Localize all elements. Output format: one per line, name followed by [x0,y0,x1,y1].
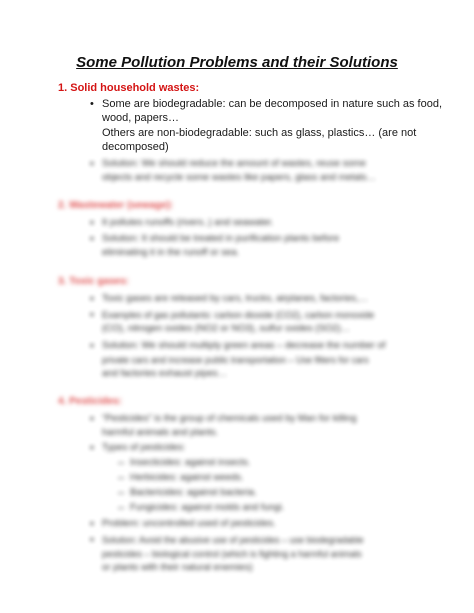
section-2-line-3: eliminating it in the runoff or sea. [102,247,240,258]
bullet-icon: • [90,518,94,530]
section-4-line-9: Solution: Avoid the abusive use of pesticides – use biodegradable [102,535,364,545]
section-1-line-1: Some are biodegradable: can be decomposed in nature such as food, [102,98,443,110]
section-4-line-4: Insecticides: against insects. [130,457,251,468]
bullet-icon: • [90,158,94,170]
section-1-line-6: objects and recycle some wastes like papers, glass and metals… [102,172,377,183]
section-4-line-10: pesticides – biological control (which is fighting a harmful animals [102,549,362,559]
section-4-line-1: “Pesticides” is the group of chemicals used by Man for killing [102,413,357,424]
document-title: Some Pollution Problems and their Solutions [76,54,398,71]
section-4-line-3: Types of pesticides: [102,442,186,453]
section-3-line-2: Examples of gas pollutants: carbon dioxide (CO2), carbon monoxide [102,310,375,320]
section-1-line-5: Solution: We should reduce the amount of wastes, reuse some [102,158,366,169]
bullet-icon: • [90,309,94,321]
section-3-line-1: Toxic gases are released by cars, trucks, airplanes, factories,… [102,293,369,304]
section-4-line-6: Bactericides: against bacteria. [130,487,257,498]
section-2-line-2: Solution: It should be treated in purification plants before [102,233,340,244]
bullet-icon: • [90,233,94,245]
section-4-heading: 4. Pesticides: [58,396,122,407]
dash-icon: – [118,502,125,514]
bullet-icon: • [90,217,94,229]
section-1-line-3: Others are non-biodegradable: such as glass, plastics… (are not [102,127,417,139]
section-1-line-4: decomposed) [102,141,169,153]
bullet-icon: • [90,534,94,546]
dash-icon: – [118,472,125,484]
bullet-icon: • [90,413,94,425]
section-3-line-3: (CO), nitrogen oxides (NO2 or NO3), sulfur oxides (SO2)… [102,323,351,334]
section-1-heading: 1. Solid household wastes: [58,82,200,94]
bullet-icon: • [90,293,94,305]
dash-icon: – [118,487,125,499]
section-4-line-8: Problem: uncontrolled used of pesticides. [102,518,276,529]
bullet-icon: • [90,98,94,110]
section-2-heading: 2. Wastewater (sewage): [58,200,174,211]
section-1-line-2: wood, papers… [102,112,180,124]
bullet-icon: • [90,340,94,352]
section-4-line-5: Herbicides: against weeds. [130,472,244,483]
section-4-line-7: Fungicides: against molds and fungi. [130,502,285,513]
section-4-line-11: or plants with their natural enemies) [102,562,253,573]
section-3-heading: 3. Toxic gases: [58,276,129,287]
section-3-line-5: private cars and increase public transportation – Use filters for cars [102,355,369,365]
bullet-icon: • [90,442,94,454]
section-3-line-4: Solution: We should multiply green areas – decrease the number of [102,340,386,351]
dash-icon: – [118,457,125,469]
section-2-line-1: It pollutes runoffs (rivers..) and seawater. [102,217,274,228]
section-4-line-2: harmful animals and plants. [102,427,219,438]
section-3-line-6: and factories exhaust pipes… [102,368,228,379]
